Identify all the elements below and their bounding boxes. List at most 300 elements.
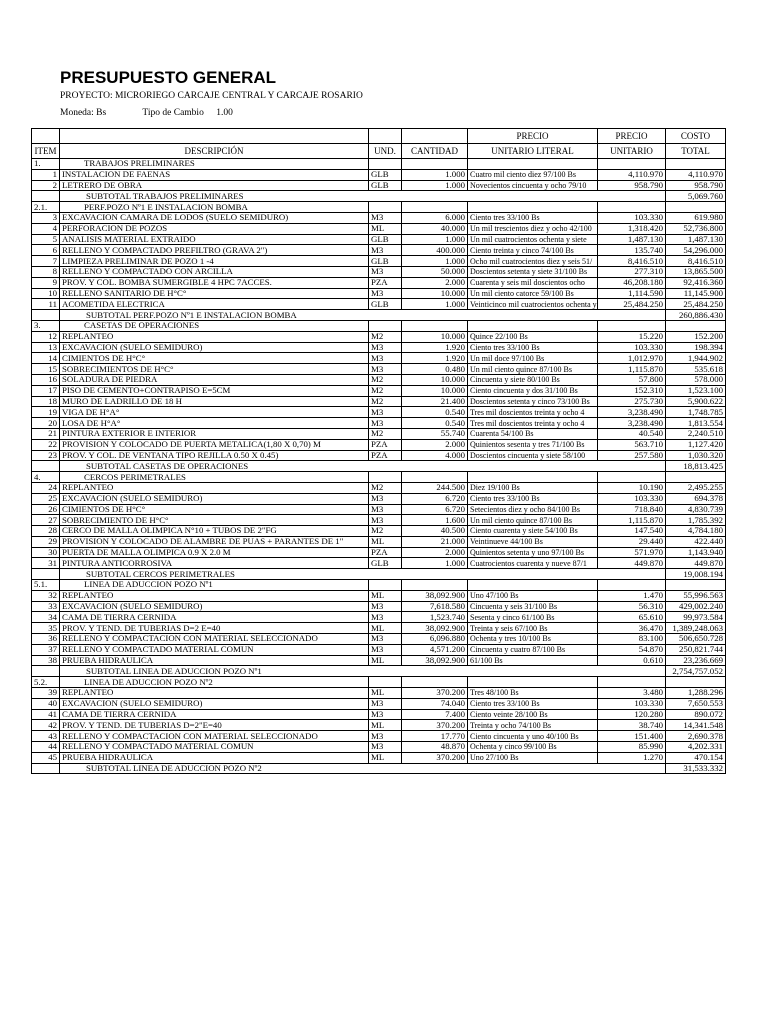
item-literal-price: Veinticinco mil cuatrocientos ochenta y — [468, 299, 598, 310]
empty-cell — [32, 763, 60, 774]
item-literal-price: Ciento cuarenta y siete 54/100 Bs — [468, 526, 598, 537]
item-number: 40 — [32, 698, 60, 709]
item-number: 41 — [32, 709, 60, 720]
table-row — [32, 277, 726, 288]
item-description: PROV. Y TEND. DE TUBERIAS D=2 E=40 — [60, 623, 369, 634]
item-description: PERFORACION DE POZOS — [60, 223, 369, 234]
empty-cell — [598, 320, 666, 331]
item-description: PRUEBA HIDRAULICA — [60, 655, 369, 666]
table-row — [32, 223, 726, 234]
item-quantity: 2.000 — [402, 439, 468, 450]
empty-cell — [598, 677, 666, 688]
col-precio-unitario-top: PRECIO — [598, 129, 666, 144]
subtotal-label: SUBTOTAL LINEA DE ADUCCION POZO Nº1 — [60, 666, 666, 677]
item-description: PROVISION Y COLOCADO DE PUERTA METALICA(1,80 X 0,70) M — [60, 439, 369, 450]
item-unit: M3 — [369, 266, 402, 277]
empty-cell — [666, 159, 726, 170]
item-description: SOLADURA DE PIEDRA — [60, 374, 369, 385]
table-row — [32, 418, 726, 429]
table-row — [32, 396, 726, 407]
item-unit: GLB — [369, 256, 402, 267]
item-number: 28 — [32, 526, 60, 537]
item-number: 8 — [32, 266, 60, 277]
item-unit-price: 147.540 — [598, 526, 666, 537]
item-literal-price: Quinientos sesenta y tres 71/100 Bs — [468, 439, 598, 450]
item-unit: M2 — [369, 385, 402, 396]
table-row — [32, 234, 726, 245]
col-cantidad: CANTIDAD — [402, 144, 468, 159]
item-total-cost: 429,002.240 — [666, 601, 726, 612]
item-total-cost: 25,484.250 — [666, 299, 726, 310]
item-description: PROV. Y COL. DE VENTANA TIPO REJILLA 0.50 X 0.45) — [60, 450, 369, 461]
section-code: 2.1. — [32, 202, 60, 213]
item-unit-price: 0.610 — [598, 655, 666, 666]
item-total-cost: 8,416.510 — [666, 256, 726, 267]
item-number: 22 — [32, 439, 60, 450]
section-code: 3. — [32, 320, 60, 331]
item-number: 31 — [32, 558, 60, 569]
item-total-cost: 1,487.130 — [666, 234, 726, 245]
subtotal-label: SUBTOTAL LINEA DE ADUCCION POZO Nº2 — [60, 763, 666, 774]
col-precio-literal: UNITARIO LITERAL — [468, 144, 598, 159]
item-quantity: 6.000 — [402, 212, 468, 223]
item-description: ACOMETIDA ELECTRICA — [60, 299, 369, 310]
empty-cell — [402, 159, 468, 170]
item-literal-price: Cincuenta y cuatro 87/100 Bs — [468, 644, 598, 655]
item-number: 36 — [32, 634, 60, 645]
section-header-row — [32, 677, 726, 688]
item-unit-price: 36.470 — [598, 623, 666, 634]
item-total-cost: 1,030.320 — [666, 450, 726, 461]
section-name: CERCOS PERIMETRALES — [60, 472, 369, 483]
item-description: EXCAVACION CAMARA DE LODOS (SUELO SEMIDURO) — [60, 212, 369, 223]
item-quantity: 370.200 — [402, 720, 468, 731]
item-total-cost: 535.618 — [666, 364, 726, 375]
item-unit: M3 — [369, 493, 402, 504]
empty-cell — [402, 677, 468, 688]
item-unit: M3 — [369, 407, 402, 418]
empty-cell — [32, 666, 60, 677]
item-unit-price: 718.840 — [598, 504, 666, 515]
item-number: 25 — [32, 493, 60, 504]
item-unit-price: 10.190 — [598, 482, 666, 493]
item-description: INSTALACION DE FAENAS — [60, 169, 369, 180]
item-unit: GLB — [369, 558, 402, 569]
item-unit: M3 — [369, 515, 402, 526]
table-row — [32, 169, 726, 180]
item-number: 33 — [32, 601, 60, 612]
item-literal-price: Ocho mil cuatrocientos diez y seis 51/ — [468, 256, 598, 267]
empty-cell — [468, 677, 598, 688]
subtotal-value: 19,008.194 — [666, 569, 726, 580]
table-row — [32, 752, 726, 763]
item-literal-price: Cincuenta y siete 80/100 Bs — [468, 374, 598, 385]
item-description: CIMIENTOS DE H°C° — [60, 504, 369, 515]
item-literal-price: Un mil doce 97/100 Bs — [468, 353, 598, 364]
section-header-row — [32, 159, 726, 170]
item-description: ANALISIS MATERIAL EXTRAIDO — [60, 234, 369, 245]
section-header-row — [32, 202, 726, 213]
item-unit-price: 1.470 — [598, 590, 666, 601]
exchange-rate-value: 1.00 — [216, 108, 233, 118]
item-total-cost: 619.980 — [666, 212, 726, 223]
section-header-row — [32, 472, 726, 483]
item-number: 12 — [32, 331, 60, 342]
item-quantity: 10.000 — [402, 374, 468, 385]
item-number: 38 — [32, 655, 60, 666]
currency-line — [60, 108, 233, 118]
item-unit: M3 — [369, 644, 402, 655]
empty-cell — [598, 580, 666, 591]
item-number: 9 — [32, 277, 60, 288]
item-unit-price: 151.400 — [598, 731, 666, 742]
item-literal-price: Doscientos setenta y siete 31/100 Bs — [468, 266, 598, 277]
item-unit: PZA — [369, 450, 402, 461]
item-unit-price: 57.800 — [598, 374, 666, 385]
item-literal-price: Un mil ciento quince 87/100 Bs — [468, 515, 598, 526]
item-number: 20 — [32, 418, 60, 429]
item-unit-price: 1,318.420 — [598, 223, 666, 234]
item-unit-price: 1,115.870 — [598, 364, 666, 375]
item-literal-price: Uno 27/100 Bs — [468, 752, 598, 763]
item-description: REPLANTEO — [60, 590, 369, 601]
header-row-bottom — [32, 144, 726, 159]
empty-cell — [468, 320, 598, 331]
item-unit: M3 — [369, 698, 402, 709]
item-total-cost: 55,996.563 — [666, 590, 726, 601]
item-description: RELLENO Y COMPACTACION CON MATERIAL SELECCIONADO — [60, 634, 369, 645]
item-description: PUERTA DE MALLA OLIMPICA 0.9 X 2.0 M — [60, 547, 369, 558]
table-row — [32, 482, 726, 493]
item-literal-price: Ciento tres 33/100 Bs — [468, 212, 598, 223]
empty-cell — [32, 569, 60, 580]
item-unit-price: 54.870 — [598, 644, 666, 655]
item-total-cost: 422.440 — [666, 536, 726, 547]
item-total-cost: 92,416.360 — [666, 277, 726, 288]
item-total-cost: 14,341.548 — [666, 720, 726, 731]
item-unit: M2 — [369, 428, 402, 439]
item-description: PROV. Y COL. BOMBA SUMERGIBLE 4 HPC 7ACCES. — [60, 277, 369, 288]
item-total-cost: 7,650.553 — [666, 698, 726, 709]
item-literal-price: Ciento tres 33/100 Bs — [468, 493, 598, 504]
section-code: 4. — [32, 472, 60, 483]
item-number: 35 — [32, 623, 60, 634]
table-row — [32, 439, 726, 450]
subtotal-label: SUBTOTAL TRABAJOS PRELIMINARES — [60, 191, 666, 202]
item-quantity: 4.000 — [402, 450, 468, 461]
table-row — [32, 558, 726, 569]
empty-cell — [369, 202, 402, 213]
item-unit: M3 — [369, 212, 402, 223]
item-unit: PZA — [369, 277, 402, 288]
subtotal-row — [32, 310, 726, 321]
item-unit: M3 — [369, 742, 402, 753]
document-title: PRESUPUESTO GENERAL — [60, 68, 277, 87]
item-total-cost: 1,813.554 — [666, 418, 726, 429]
table-row — [32, 601, 726, 612]
item-description: REPLANTEO — [60, 331, 369, 342]
subtotal-row — [32, 763, 726, 774]
item-quantity: 1.920 — [402, 353, 468, 364]
table-row — [32, 688, 726, 699]
table-row — [32, 612, 726, 623]
item-description: PINTURA ANTICORROSIVA — [60, 558, 369, 569]
item-quantity: 1.920 — [402, 342, 468, 353]
item-number: 26 — [32, 504, 60, 515]
item-literal-price: Diez 19/100 Bs — [468, 482, 598, 493]
item-description: PINTURA EXTERIOR E INTERIOR — [60, 428, 369, 439]
col-precio-unitario: UNITARIO — [598, 144, 666, 159]
item-total-cost: 4,830.739 — [666, 504, 726, 515]
item-unit: M3 — [369, 612, 402, 623]
item-total-cost: 11,145.900 — [666, 288, 726, 299]
item-number: 30 — [32, 547, 60, 558]
item-number: 4 — [32, 223, 60, 234]
col-descripcion-top — [60, 129, 369, 144]
item-unit-price: 1,114.590 — [598, 288, 666, 299]
item-unit-price: 1,012.970 — [598, 353, 666, 364]
item-quantity: 38,092.900 — [402, 623, 468, 634]
item-unit-price: 103.330 — [598, 212, 666, 223]
table-row — [32, 212, 726, 223]
item-number: 43 — [32, 731, 60, 742]
item-number: 17 — [32, 385, 60, 396]
item-number: 2 — [32, 180, 60, 191]
item-description: PROV. Y TEND. DE TUBERIAS D=2"E=40 — [60, 720, 369, 731]
item-unit: ML — [369, 720, 402, 731]
item-description: CERCO DE MALLA OLIMPICA N°10 + TUBOS DE 2"FG — [60, 526, 369, 537]
item-total-cost: 198.394 — [666, 342, 726, 353]
item-number: 27 — [32, 515, 60, 526]
item-description: EXCAVACION (SUELO SEMIDURO) — [60, 493, 369, 504]
item-total-cost: 958.790 — [666, 180, 726, 191]
empty-cell — [666, 580, 726, 591]
table-row — [32, 526, 726, 537]
table-row — [32, 450, 726, 461]
item-literal-price: Quince 22/100 Bs — [468, 331, 598, 342]
table-row — [32, 634, 726, 645]
budget-table — [31, 128, 726, 774]
item-quantity: 2.000 — [402, 547, 468, 558]
item-literal-price: Un mil ciento catorce 59/100 Bs — [468, 288, 598, 299]
item-quantity: 370.200 — [402, 688, 468, 699]
item-number: 19 — [32, 407, 60, 418]
item-unit: ML — [369, 623, 402, 634]
item-literal-price: 61/100 Bs — [468, 655, 598, 666]
item-literal-price: Treinta y ocho 74/100 Bs — [468, 720, 598, 731]
item-quantity: 21.000 — [402, 536, 468, 547]
item-total-cost: 4,110.970 — [666, 169, 726, 180]
item-unit: M3 — [369, 634, 402, 645]
item-quantity: 17.770 — [402, 731, 468, 742]
item-total-cost: 13,865.500 — [666, 266, 726, 277]
empty-cell — [468, 580, 598, 591]
empty-cell — [468, 472, 598, 483]
item-quantity: 10.000 — [402, 385, 468, 396]
item-unit-price: 275.730 — [598, 396, 666, 407]
exchange-rate-label: Tipo de Cambio — [142, 108, 204, 118]
item-unit-price: 46,208.180 — [598, 277, 666, 288]
section-code: 1. — [32, 159, 60, 170]
item-number: 3 — [32, 212, 60, 223]
item-quantity: 1,523.740 — [402, 612, 468, 623]
item-number: 7 — [32, 256, 60, 267]
subtotal-row — [32, 666, 726, 677]
empty-cell — [32, 310, 60, 321]
item-total-cost: 1,785.392 — [666, 515, 726, 526]
item-total-cost: 506,650.728 — [666, 634, 726, 645]
empty-cell — [598, 202, 666, 213]
item-literal-price: Ciento cincuenta y uno 40/100 Bs — [468, 731, 598, 742]
item-quantity: 50.000 — [402, 266, 468, 277]
item-unit-price: 958.790 — [598, 180, 666, 191]
item-number: 29 — [32, 536, 60, 547]
item-unit-price: 103.330 — [598, 493, 666, 504]
table-row — [32, 644, 726, 655]
item-total-cost: 578.000 — [666, 374, 726, 385]
item-description: LIMPIEZA PRELIMINAR DE POZO 1 -4 — [60, 256, 369, 267]
item-description: PISO DE CEMENTO+CONTRAPISO E=5CM — [60, 385, 369, 396]
item-unit-price: 1.270 — [598, 752, 666, 763]
item-unit-price: 4,110.970 — [598, 169, 666, 180]
item-unit: M2 — [369, 526, 402, 537]
item-literal-price: Un mil ciento quince 87/100 Bs — [468, 364, 598, 375]
item-number: 10 — [32, 288, 60, 299]
item-literal-price: Cuatrocientos cuarenta y nueve 87/1 — [468, 558, 598, 569]
item-literal-price: Ciento treinta y cinco 74/100 Bs — [468, 245, 598, 256]
table-row — [32, 266, 726, 277]
item-total-cost: 2,495.255 — [666, 482, 726, 493]
item-quantity: 10.000 — [402, 331, 468, 342]
item-quantity: 1.000 — [402, 558, 468, 569]
currency-label: Moneda: Bs — [60, 108, 107, 118]
item-quantity: 1.000 — [402, 256, 468, 267]
item-total-cost: 250,821.744 — [666, 644, 726, 655]
item-description: EXCAVACION (SUELO SEMIDURO) — [60, 698, 369, 709]
subtotal-value: 5,069.760 — [666, 191, 726, 202]
item-number: 5 — [32, 234, 60, 245]
item-total-cost: 1,143.940 — [666, 547, 726, 558]
item-description: CAMA DE TIERRA CERNIDA — [60, 709, 369, 720]
item-unit: PZA — [369, 547, 402, 558]
empty-cell — [468, 159, 598, 170]
item-description: LETRERO DE OBRA — [60, 180, 369, 191]
empty-cell — [402, 202, 468, 213]
item-total-cost: 5,900.622 — [666, 396, 726, 407]
table-row — [32, 245, 726, 256]
item-unit: M2 — [369, 396, 402, 407]
budget-body — [32, 159, 726, 774]
item-description: MURO DE LADRILLO DE 18 H — [60, 396, 369, 407]
item-unit: ML — [369, 223, 402, 234]
item-unit-price: 38.740 — [598, 720, 666, 731]
table-row — [32, 342, 726, 353]
empty-cell — [32, 461, 60, 472]
item-quantity: 2.000 — [402, 277, 468, 288]
item-total-cost: 4,202.331 — [666, 742, 726, 753]
item-literal-price: Tres 48/100 Bs — [468, 688, 598, 699]
item-unit-price: 277.310 — [598, 266, 666, 277]
item-description: LOSA DE H°A° — [60, 418, 369, 429]
empty-cell — [32, 191, 60, 202]
item-literal-price: Un mil cuatrocientos ochenta y siete — [468, 234, 598, 245]
item-quantity: 400.000 — [402, 245, 468, 256]
item-unit: GLB — [369, 299, 402, 310]
item-literal-price: Ciento cincuenta y dos 31/100 Bs — [468, 385, 598, 396]
table-row — [32, 515, 726, 526]
item-unit-price: 85.990 — [598, 742, 666, 753]
table-row — [32, 623, 726, 634]
item-unit-price: 29.440 — [598, 536, 666, 547]
item-description: VIGA DE H°A° — [60, 407, 369, 418]
item-literal-price: Cuarenta y seis mil doscientos ocho — [468, 277, 598, 288]
empty-cell — [666, 202, 726, 213]
item-total-cost: 1,523.100 — [666, 385, 726, 396]
item-quantity: 7,618.580 — [402, 601, 468, 612]
item-literal-price: Novecientos cincuenta y ocho 79/10 — [468, 180, 598, 191]
item-number: 6 — [32, 245, 60, 256]
table-row — [32, 385, 726, 396]
item-total-cost: 1,127.420 — [666, 439, 726, 450]
item-number: 13 — [32, 342, 60, 353]
item-quantity: 38,092.900 — [402, 655, 468, 666]
subtotal-label: SUBTOTAL CERCOS PERIMETRALES — [60, 569, 666, 580]
subtotal-value: 31,533.332 — [666, 763, 726, 774]
item-total-cost: 2,240.510 — [666, 428, 726, 439]
item-quantity: 10.000 — [402, 288, 468, 299]
empty-cell — [369, 320, 402, 331]
item-unit-price: 25,484.250 — [598, 299, 666, 310]
item-number: 14 — [32, 353, 60, 364]
item-number: 1 — [32, 169, 60, 180]
col-und: UND. — [369, 144, 402, 159]
table-row — [32, 407, 726, 418]
item-quantity: 1.000 — [402, 180, 468, 191]
col-costo-top: COSTO — [666, 129, 726, 144]
table-row — [32, 504, 726, 515]
item-literal-price: Cuarenta 54/100 Bs — [468, 428, 598, 439]
col-descripcion: DESCRIPCIÓN — [60, 144, 369, 159]
item-quantity: 55.740 — [402, 428, 468, 439]
item-quantity: 40.500 — [402, 526, 468, 537]
item-unit: M2 — [369, 374, 402, 385]
item-description: PROVISION Y COLOCADO DE ALAMBRE DE PUAS + PARANTES DE 1" — [60, 536, 369, 547]
item-literal-price: Veintinueve 44/100 Bs — [468, 536, 598, 547]
item-literal-price: Ochenta y tres 10/100 Bs — [468, 634, 598, 645]
item-total-cost: 1,288.296 — [666, 688, 726, 699]
item-number: 32 — [32, 590, 60, 601]
empty-cell — [666, 320, 726, 331]
item-description: EXCAVACION (SUELO SEMIDURO) — [60, 601, 369, 612]
item-unit: ML — [369, 590, 402, 601]
table-row — [32, 698, 726, 709]
item-unit: M2 — [369, 331, 402, 342]
item-description: SOBRECIMIENTO DE H°C° — [60, 515, 369, 526]
subtotal-row — [32, 191, 726, 202]
item-literal-price: Ciento veinte 28/100 Bs — [468, 709, 598, 720]
item-unit-price: 1,487.130 — [598, 234, 666, 245]
item-literal-price: Ochenta y cinco 99/100 Bs — [468, 742, 598, 753]
col-item-top — [32, 129, 60, 144]
item-description: EXCAVACION (SUELO SEMIDURO) — [60, 342, 369, 353]
item-total-cost: 152.200 — [666, 331, 726, 342]
item-total-cost: 1,389,248.063 — [666, 623, 726, 634]
item-total-cost: 694.378 — [666, 493, 726, 504]
item-quantity: 0.540 — [402, 407, 468, 418]
item-number: 44 — [32, 742, 60, 753]
col-und-top — [369, 129, 402, 144]
section-name: LINEA DE ADUCCION POZO Nº1 — [60, 580, 369, 591]
